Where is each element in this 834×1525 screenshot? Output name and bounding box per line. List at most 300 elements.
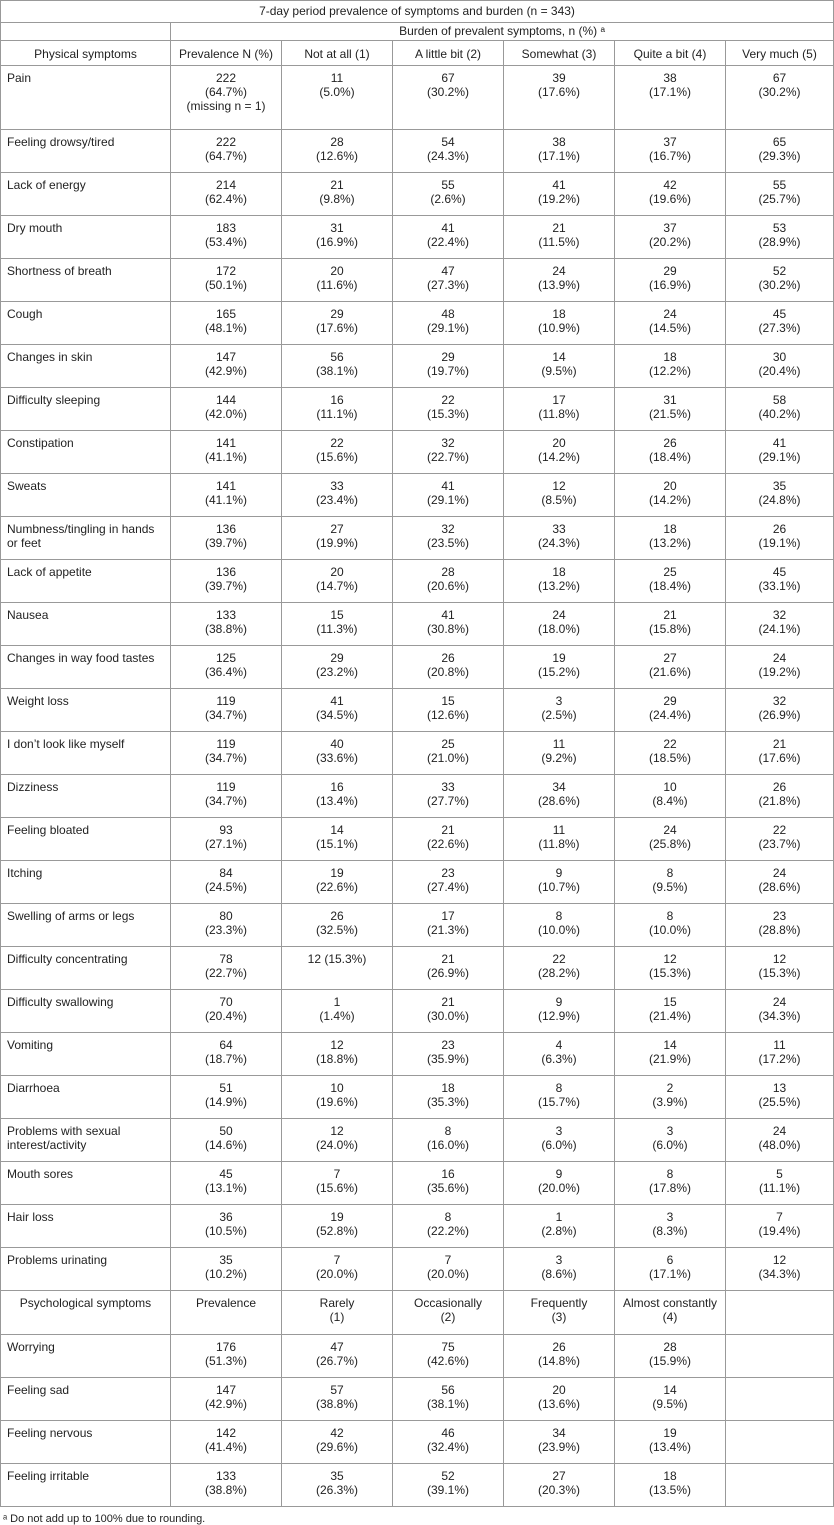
burden-count: 39 [552, 71, 566, 85]
prevalence-count: 119 [216, 780, 236, 794]
frequency-count: 27 [552, 1469, 566, 1483]
symptom-name [1, 1378, 171, 1421]
burden-cell-1 [282, 732, 393, 775]
burden-count: 13 [772, 1081, 787, 1095]
burden-percent: (10.0%) [648, 923, 692, 937]
frequency-count: 42 [330, 1426, 344, 1440]
burden-percent: (17.1%) [537, 149, 581, 163]
burden-count: 20 [663, 479, 677, 493]
frequency-cell-2 [393, 1335, 504, 1378]
prevalence-count: 36 [219, 1210, 233, 1224]
burden-cell-1 [282, 689, 393, 732]
burden-percent: (6.3%) [541, 1052, 577, 1066]
burden-percent: (10.9%) [537, 321, 581, 335]
burden-count: 15 [441, 694, 455, 708]
prevalence-percent: (14.6%) [204, 1138, 248, 1152]
burden-count: 8 [444, 1124, 452, 1138]
table-row [1, 1378, 834, 1421]
burden-count: 52 [772, 264, 787, 278]
burden-percent: (20.4%) [758, 364, 801, 378]
burden-cell-1 [282, 947, 393, 990]
table-row [1, 173, 834, 216]
prevalence-count: 176 [215, 1340, 237, 1354]
burden-cell-1 [282, 388, 393, 431]
burden-percent: (11.5%) [538, 235, 580, 249]
prevalence-cell [171, 1205, 282, 1248]
prevalence-cell [171, 388, 282, 431]
symptom-name-text: Swelling of arms or legs [7, 909, 135, 923]
burden-cell-4 [615, 173, 726, 216]
table-row [1, 1205, 834, 1248]
burden-percent: (19.6%) [648, 192, 692, 206]
prevalence-count: 136 [215, 565, 237, 579]
burden-count: 12 [552, 479, 566, 493]
burden-cell-3 [504, 947, 615, 990]
burden-cell-3 [504, 990, 615, 1033]
burden-cell-4 [615, 1033, 726, 1076]
burden-count: 8 [666, 909, 674, 923]
symptom-name [1, 259, 171, 302]
frequency-cell-1 [282, 1378, 393, 1421]
burden-percent: (14.2%) [537, 450, 581, 464]
prevalence-cell [171, 1248, 282, 1291]
burden-count: 29 [663, 694, 677, 708]
burden-count: 3 [555, 1253, 563, 1267]
symptom-name-text: Pain [7, 71, 32, 85]
psych-col-header-scale: (3) [551, 1310, 567, 1324]
frequency-count: 47 [330, 1340, 344, 1354]
burden-cell-1 [282, 1119, 393, 1162]
frequency-percent: (38.8%) [315, 1397, 359, 1411]
burden-cell-5 [726, 689, 834, 732]
prevalence-count: 165 [215, 307, 237, 321]
burden-count: 17 [441, 909, 455, 923]
burden-percent: (19.9%) [315, 536, 359, 550]
table-row [1, 474, 834, 517]
burden-cell-2 [393, 1076, 504, 1119]
prevalence-percent: (38.8%) [204, 1483, 248, 1497]
burden-count: 41 [330, 694, 344, 708]
frequency-cell-4 [615, 1335, 726, 1378]
burden-percent: (20.6%) [426, 579, 470, 593]
burden-cell-5 [726, 1205, 834, 1248]
burden-cell-4 [615, 216, 726, 259]
burden-percent: (24.0%) [315, 1138, 359, 1152]
table-row [1, 517, 834, 560]
prevalence-percent: (51.3%) [204, 1354, 248, 1368]
burden-count: 33 [330, 479, 344, 493]
burden-cell-4 [615, 560, 726, 603]
burden-count: 24 [772, 651, 787, 665]
prevalence-count: 80 [219, 909, 233, 923]
burden-percent: (17.1%) [648, 1267, 692, 1281]
symptom-name [1, 560, 171, 603]
burden-count: 32 [441, 436, 455, 450]
symptom-name [1, 861, 171, 904]
symptom-name [1, 732, 171, 775]
psych-header-row [1, 1291, 834, 1335]
burden-percent: (34.5%) [315, 708, 359, 722]
symptom-name [1, 517, 171, 560]
burden-cell-1 [282, 603, 393, 646]
burden-percent: (21.0%) [426, 751, 470, 765]
burden-count: 9 [555, 995, 563, 1009]
frequency-cell-2 [393, 1464, 504, 1507]
burden-count: 11 [552, 823, 566, 837]
burden-percent: (28.2%) [537, 966, 581, 980]
burden-count: 41 [552, 178, 566, 192]
psych-col-header [615, 1291, 726, 1335]
prevalence-count: 141 [215, 479, 237, 493]
burden-percent: (21.6%) [648, 665, 692, 679]
burden-percent: (15.6%) [315, 1181, 359, 1195]
table-row [1, 302, 834, 345]
burden-count: 42 [663, 178, 677, 192]
prevalence-cell [171, 173, 282, 216]
burden-cell-1 [282, 173, 393, 216]
burden-cell-2 [393, 345, 504, 388]
burden-count: 15 [330, 608, 344, 622]
burden-cell-4 [615, 1076, 726, 1119]
symptom-name [1, 474, 171, 517]
symptom-name-text: Worrying [7, 1340, 55, 1354]
prevalence-count: 172 [215, 264, 237, 278]
burden-cell-4 [615, 904, 726, 947]
prevalence-percent: (23.3%) [204, 923, 248, 937]
burden-count: 41 [772, 436, 787, 450]
burden-percent: (21.8%) [758, 794, 801, 808]
burden-count: 8 [444, 1210, 452, 1224]
burden-percent: (26.9%) [426, 966, 470, 980]
prevalence-cell [171, 517, 282, 560]
burden-count: 18 [552, 565, 566, 579]
burden-percent: (1.4%) [319, 1009, 355, 1023]
burden-count: 19 [330, 866, 344, 880]
burden-count: 67 [772, 71, 787, 85]
burden-count: 14 [330, 823, 344, 837]
burden-cell-2 [393, 173, 504, 216]
prevalence-cell [171, 259, 282, 302]
burden-count: 3 [666, 1124, 674, 1138]
prevalence-cell [171, 66, 282, 130]
burden-cell-5 [726, 947, 834, 990]
burden-count: 3 [555, 694, 563, 708]
burden-percent: (18.4%) [648, 450, 692, 464]
psych-col-header [504, 1291, 615, 1335]
burden-percent: (20.2%) [648, 235, 692, 249]
burden-cell-5 [726, 66, 834, 130]
burden-count: 24 [663, 823, 677, 837]
burden-count: 15 [663, 995, 677, 1009]
frequency-percent: (13.6%) [537, 1397, 581, 1411]
burden-percent: (38.1%) [315, 364, 359, 378]
table-row [1, 560, 834, 603]
burden-count: 4 [555, 1038, 563, 1052]
burden-cell-2 [393, 259, 504, 302]
burden-cell-4 [615, 259, 726, 302]
burden-percent: (30.2%) [426, 85, 470, 99]
blank-cell [726, 1421, 834, 1464]
burden-cell-5 [726, 431, 834, 474]
burden-count: 29 [663, 264, 677, 278]
burden-cell-1 [282, 66, 393, 130]
burden-count: 45 [772, 307, 787, 321]
burden-count: 38 [552, 135, 566, 149]
burden-count: 33 [552, 522, 566, 536]
prevalence-cell [171, 474, 282, 517]
prevalence-cell [171, 345, 282, 388]
burden-cell-3 [504, 1248, 615, 1291]
burden-count: 8 [666, 1167, 674, 1181]
symptom-name-text: Itching [7, 866, 43, 880]
prevalence-count: 141 [215, 436, 237, 450]
burden-cell-2 [393, 431, 504, 474]
prevalence-percent: (42.9%) [204, 364, 248, 378]
prevalence-cell [171, 1162, 282, 1205]
burden-percent: (35.6%) [426, 1181, 470, 1195]
burden-cell-2 [393, 1248, 504, 1291]
symptom-name-text: Problems urinating [7, 1253, 108, 1267]
burden-percent: (18.5%) [648, 751, 692, 765]
burden-percent: (2.6%) [430, 192, 466, 206]
burden-cell-4 [615, 732, 726, 775]
psych-col-header-scale: (2) [440, 1310, 456, 1324]
table-row [1, 66, 834, 130]
prevalence-percent: (22.7%) [204, 966, 248, 980]
prevalence-cell [171, 904, 282, 947]
burden-count: 18 [441, 1081, 455, 1095]
burden-count: 26 [663, 436, 677, 450]
frequency-cell-1 [282, 1421, 393, 1464]
symptom-name-text: Difficulty sleeping [7, 393, 101, 407]
burden-cell-2 [393, 775, 504, 818]
prevalence-percent: (39.7%) [204, 536, 248, 550]
burden-count: 12 [772, 952, 787, 966]
burden-cell-3 [504, 904, 615, 947]
prevalence-cell [171, 1464, 282, 1507]
table-row [1, 259, 834, 302]
burden-percent: (25.8%) [648, 837, 692, 851]
burden-percent: (22.2%) [426, 1224, 470, 1238]
table-row [1, 216, 834, 259]
table-row [1, 130, 834, 173]
prevalence-percent: (41.1%) [204, 493, 248, 507]
prevalence-count: 214 [215, 178, 237, 192]
prevalence-cell [171, 1076, 282, 1119]
table-row [1, 1421, 834, 1464]
table-row [1, 1076, 834, 1119]
prevalence-count: 133 [215, 608, 237, 622]
burden-percent: (21.5%) [648, 407, 692, 421]
prevalence-percent: (34.7%) [204, 794, 248, 808]
burden-count: 3 [555, 1124, 563, 1138]
burden-cell-1 [282, 861, 393, 904]
burden-count: 21 [772, 737, 787, 751]
burden-percent: (22.6%) [426, 837, 470, 851]
frequency-percent: (14.8%) [537, 1354, 581, 1368]
burden-percent: (32.5%) [315, 923, 359, 937]
burden-count: 26 [441, 651, 455, 665]
symptom-name [1, 603, 171, 646]
prevalence-cell [171, 1421, 282, 1464]
physical-header-row [1, 41, 834, 66]
burden-percent: (35.3%) [426, 1095, 470, 1109]
burden-cell-5 [726, 130, 834, 173]
burden-cell-3 [504, 302, 615, 345]
symptom-name-text: Problems with sexual interest/activity [7, 1124, 121, 1152]
frequency-count: 28 [663, 1340, 677, 1354]
burden-count: 22 [441, 393, 455, 407]
burden-cell-3 [504, 388, 615, 431]
symptom-name-text: Feeling drowsy/tired [7, 135, 115, 149]
burden-count: 10 [330, 1081, 344, 1095]
burden-count: 21 [330, 178, 344, 192]
burden-cell-4 [615, 818, 726, 861]
burden-percent: (19.2%) [537, 192, 581, 206]
prevalence-count: 147 [215, 350, 237, 364]
burden-percent: (11.1%) [758, 1181, 801, 1195]
prevalence-percent: (13.1%) [204, 1181, 248, 1195]
symptom-name [1, 990, 171, 1033]
symptom-name-text: Dizziness [7, 780, 59, 794]
frequency-count: 52 [441, 1469, 455, 1483]
burden-cell-4 [615, 130, 726, 173]
burden-percent: (34.3%) [758, 1009, 801, 1023]
burden-percent: (15.3%) [758, 966, 801, 980]
prevalence-cell [171, 431, 282, 474]
table-row [1, 1162, 834, 1205]
burden-header: Burden of prevalent symptoms, n (%) ᵃ [171, 23, 834, 41]
burden-cell-5 [726, 646, 834, 689]
burden-percent: (23.7%) [758, 837, 801, 851]
burden-count: 55 [441, 178, 455, 192]
burden-cell-3 [504, 1076, 615, 1119]
burden-percent: (21.4%) [648, 1009, 692, 1023]
burden-count: 21 [663, 608, 677, 622]
burden-percent: (8.5%) [541, 493, 577, 507]
prevalence-percent: (62.4%) [204, 192, 248, 206]
burden-count: 21 [552, 221, 566, 235]
symptom-name [1, 388, 171, 431]
burden-percent: (29.3%) [758, 149, 801, 163]
burden-count: 41 [441, 221, 455, 235]
burden-count: 22 [552, 952, 566, 966]
burden-cell-2 [393, 947, 504, 990]
table-row [1, 1335, 834, 1378]
burden-percent: (17.1%) [648, 85, 692, 99]
prevalence-count: 50 [219, 1124, 233, 1138]
burden-cell-4 [615, 431, 726, 474]
burden-count: 24 [552, 608, 566, 622]
burden-cell-3 [504, 173, 615, 216]
burden-cell-4 [615, 302, 726, 345]
burden-cell-3 [504, 259, 615, 302]
burden-count: 19 [552, 651, 566, 665]
symptom-name [1, 1421, 171, 1464]
burden-percent: (28.6%) [758, 880, 801, 894]
prevalence-note: (missing n = 1) [186, 99, 266, 113]
burden-count: 31 [330, 221, 344, 235]
prevalence-percent: (10.5%) [204, 1224, 248, 1238]
burden-cell-5 [726, 775, 834, 818]
burden-count: 1 [333, 995, 341, 1009]
symptom-name-text: Shortness of breath [7, 264, 112, 278]
burden-count: 55 [772, 178, 787, 192]
burden-percent: (9.5%) [541, 364, 577, 378]
burden-percent: (28.9%) [758, 235, 801, 249]
burden-percent: (29.1%) [426, 321, 470, 335]
table-row [1, 646, 834, 689]
burden-cell-1 [282, 990, 393, 1033]
burden-cell-2 [393, 1205, 504, 1248]
frequency-count: 57 [330, 1383, 344, 1397]
burden-percent: (28.6%) [537, 794, 581, 808]
symptom-name-text: Lack of appetite [7, 565, 92, 579]
prevalence-percent: (41.4%) [204, 1440, 248, 1454]
burden-cell-2 [393, 216, 504, 259]
burden-count: 28 [441, 565, 455, 579]
psych-col-header-label: Occasionally [413, 1296, 483, 1310]
burden-percent: (16.9%) [315, 235, 359, 249]
table-row [1, 732, 834, 775]
psych-col-header [282, 1291, 393, 1335]
prevalence-percent: (10.2%) [204, 1267, 248, 1281]
symptom-name [1, 1205, 171, 1248]
burden-count: 2 [666, 1081, 674, 1095]
burden-cell-3 [504, 732, 615, 775]
psych-col-header-label: Rarely [319, 1296, 355, 1310]
symptom-name-text: Feeling sad [7, 1383, 70, 1397]
burden-cell-3 [504, 646, 615, 689]
prevalence-count: 144 [215, 393, 237, 407]
burden-count: 33 [441, 780, 455, 794]
burden-percent: (24.1%) [758, 622, 801, 636]
burden-cell-1 [282, 474, 393, 517]
frequency-count: 18 [663, 1469, 677, 1483]
symptom-name [1, 1464, 171, 1507]
burden-percent: (18.4%) [648, 579, 692, 593]
burden-percent: (29.1%) [426, 493, 470, 507]
burden-count: 24 [772, 1124, 787, 1138]
burden-count: 19 [330, 1210, 344, 1224]
col-header-somewhat: Somewhat (3) [504, 41, 615, 66]
symptom-name [1, 173, 171, 216]
prevalence-percent: (48.1%) [204, 321, 248, 335]
burden-cell-3 [504, 345, 615, 388]
burden-cell-1 [282, 775, 393, 818]
frequency-count: 20 [552, 1383, 566, 1397]
frequency-cell-4 [615, 1421, 726, 1464]
symptom-name [1, 818, 171, 861]
burden-cell-5 [726, 861, 834, 904]
symptom-name-text: Mouth sores [7, 1167, 74, 1181]
col-header-a-little-bit: A little bit (2) [393, 41, 504, 66]
burden-cell-1 [282, 517, 393, 560]
burden-cell-3 [504, 775, 615, 818]
burden-cell-4 [615, 1205, 726, 1248]
frequency-percent: (26.3%) [315, 1483, 359, 1497]
symptom-name-text: Changes in way food tastes [7, 651, 155, 665]
burden-cell-2 [393, 646, 504, 689]
table-row [1, 689, 834, 732]
burden-percent: (23.5%) [426, 536, 470, 550]
symptom-name-text: Feeling nervous [7, 1426, 93, 1440]
prevalence-count: 222 [215, 135, 237, 149]
burden-cell-4 [615, 1119, 726, 1162]
burden-cell-1 [282, 904, 393, 947]
prevalence-percent: (14.9%) [204, 1095, 248, 1109]
burden-percent: (20.8%) [426, 665, 470, 679]
